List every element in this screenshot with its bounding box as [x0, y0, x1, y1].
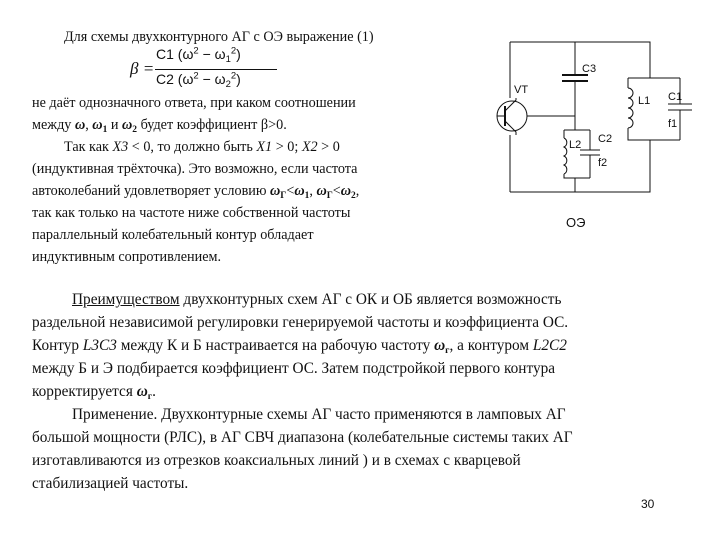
body-line-7: большой мощности (РЛС), в АГ СВЧ диапазона (колебательные системы таких АГ	[32, 429, 573, 446]
intro-line-6: автоколебаний удовлетворяет условию $\omega_Г<\omega_1$, $\omega_Г<\omega_2$,	[32, 183, 360, 201]
label-c2: C2	[598, 133, 613, 145]
c2-capacitor	[580, 130, 600, 178]
transistor-emitter	[505, 121, 516, 135]
body-line-3: Контур L3C3 между К и Б настраивается на рабочую частоту $\omega_г$, а контуром L2C2	[32, 337, 567, 356]
intro-line-9: индуктивным сопротивлением.	[32, 249, 222, 265]
circuit-caption: ОЭ	[566, 215, 586, 230]
body-line-1: Преимуществом двухконтурных схем АГ с ОК и ОБ является возможность	[72, 291, 562, 308]
label-c3: C3	[582, 63, 597, 75]
label-f1: f1	[668, 118, 678, 130]
label-c1: C1	[668, 91, 683, 103]
intro-line-2: не даёт однозначного ответа, при каком соотношении	[32, 95, 356, 111]
body-line-8: изготавливаются из отрезков коаксиальных линий ) и в схемах с кварцевой	[32, 452, 521, 469]
body-line-6: Применение. Двухконтурные схемы АГ часто применяются в ламповых АГ	[72, 406, 566, 423]
body-line-5: корректируется $\omega_г$.	[32, 383, 156, 402]
c3-capacitor	[562, 75, 588, 81]
page-number: 30	[641, 497, 655, 511]
label-l1: L1	[638, 95, 651, 107]
formula-numerator: C1 $(\omega^2 - \omega_1^2)$	[156, 45, 241, 65]
body-line-2: раздельной независимой регулировки генерируемой частоты и коэффициента ОС.	[32, 314, 569, 331]
formula-denominator: C2 $(\omega^2 - \omega_2^2)$	[156, 70, 241, 90]
body-line-4: между Б и Э подбирается коэффициент ОС. Затем подстройкой первого контура	[32, 360, 556, 377]
body-line-9: стабилизацией частоты.	[32, 475, 189, 492]
intro-line-4: Так как X3 < 0, то должно быть X1 > 0; X2 > 0	[64, 139, 340, 155]
intro-line-8: параллельный колебательный контур обладает	[32, 227, 314, 243]
label-l2: L2	[569, 139, 582, 151]
intro-line-1: Для схемы двухконтурного АГ с ОЭ выражение (1)	[64, 29, 374, 45]
intro-line-7: так как только на частоте ниже собственной частоты	[32, 205, 351, 221]
l1-inductor-coil	[628, 88, 633, 128]
l2-inductor-coil	[564, 138, 567, 174]
label-vt: VT	[514, 84, 529, 96]
intro-line-5: (индуктивная трёхточка). Это возможно, если частота	[32, 161, 358, 177]
l2c2-bottom	[564, 174, 590, 178]
formula-beta: β =	[130, 59, 155, 78]
label-f2: f2	[598, 157, 608, 169]
intro-line-3: между ω, $\omega_1$ и $\omega_2$ будет коэффициент β>0.	[32, 117, 287, 135]
top-wire	[510, 42, 650, 78]
transistor-collector	[505, 98, 516, 111]
c1-capacitor	[668, 78, 692, 140]
